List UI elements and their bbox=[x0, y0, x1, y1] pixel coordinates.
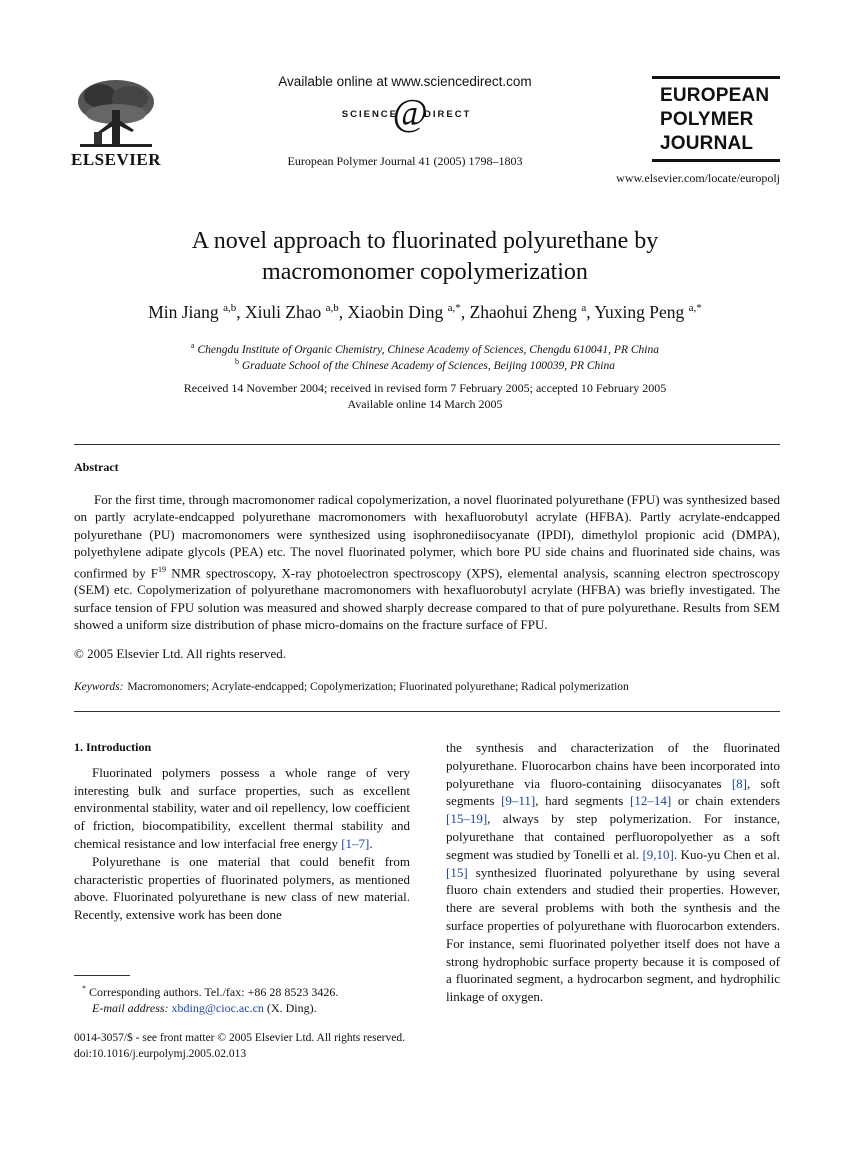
author-name: Min Jiang bbox=[148, 302, 219, 322]
paragraph-text: , always by step polymerization. For instance, polyurethane that contained perfluoropolyether as a soft segment was studied by Tonelli et al. bbox=[446, 811, 780, 862]
sciencedirect-logo bbox=[290, 93, 530, 133]
abstract-copyright: © 2005 Elsevier Ltd. All rights reserved. bbox=[74, 646, 287, 661]
journal-name-logo bbox=[660, 84, 780, 156]
author-affiliation-mark[interactable]: a,b bbox=[223, 302, 237, 315]
available-online-date: Available online 14 March 2005 bbox=[347, 397, 503, 411]
abstract-text: For the first time, through macromonomer radical copolymerization, a novel fluorinated polyurethane (FPU) was synthesized based on partly acrylate-endcapped polyurethane macromonomers with hexafluorobutyl acrylate (HFBA). Partly acrylate-endcapped polyurethane (PU) macromonomers were synthesized using isophronediisocyanate (IPDI), dimethylol propionic acid (DMPA), polyethylene adipate glycols (PEA) etc. The novel fluorinated polymer, which bore PU side chains and fluorinated side chains, was confirmed by F bbox=[74, 492, 780, 580]
body-column-right bbox=[446, 739, 780, 1006]
publisher-name: ELSEVIER bbox=[71, 150, 161, 169]
author-name: Xiuli Zhao bbox=[244, 302, 322, 322]
body-column-left bbox=[74, 739, 410, 924]
section-divider bbox=[74, 711, 780, 712]
author-affiliation-mark[interactable]: a,* bbox=[447, 302, 461, 315]
citation-link[interactable]: [8] bbox=[731, 775, 747, 791]
author-separator: , bbox=[586, 302, 595, 322]
paragraph bbox=[446, 739, 780, 1006]
journal-logo-rule-top bbox=[652, 76, 780, 79]
keywords bbox=[74, 681, 780, 693]
abstract-text-cont: NMR spectroscopy, X-ray photoelectron spectroscopy (XPS), elemental analysis, scanning electron spectroscopy (SEM) etc. Copolymerization of polyurethane macromonomers with hexafluorobutyl acrylate (HFBA) was briefly investigated. The surface tension of FPU solution was measured and showed sharply decrease compared to that of pure polyurethane. Results from SEM showed a uniform size distribution of phase micro-domains on the fracture surface of FPU. bbox=[74, 564, 780, 633]
email-label: E-mail address: bbox=[92, 1001, 169, 1015]
paragraph-text: synthesized fluorinated polyurethane by using several fluoro chain extenders and studied their properties. However, there are several problems with both the synthesis and the surface properties of polyurethane with fluorocarbon extenders. For instance, semi fluorinated polyether itself does not have a strong hydrophobic surface property because it is composed of a fluorinated segment, a hydrocarbon segment, and hydrophilic linkage of oxygen. bbox=[446, 864, 780, 1005]
paragraph-text: the synthesis and characterization of the fluorinated polyurethane. Fluorocarbon chains have been incorporated into polyurethane via fluoro-containing diisocyanates bbox=[446, 740, 780, 791]
email-suffix: (X. Ding). bbox=[266, 1001, 317, 1015]
journal-name-line-3: JOURNAL bbox=[660, 133, 754, 154]
paragraph bbox=[74, 764, 410, 853]
citation-link[interactable]: [9–11] bbox=[501, 793, 536, 809]
section-heading-introduction: 1. Introduction bbox=[74, 740, 152, 754]
paragraph-text: , hard segments bbox=[535, 793, 631, 809]
journal-logo-rule-bottom bbox=[652, 159, 780, 162]
author-separator: , bbox=[236, 302, 245, 322]
doi-line[interactable]: doi:10.1016/j.eurpolymj.2005.02.013 bbox=[74, 1048, 247, 1060]
issn-copyright-line: 0014-3057/$ - see front matter © 2005 Elsevier Ltd. All rights reserved. bbox=[74, 1032, 405, 1044]
author-separator: , bbox=[460, 302, 470, 322]
svg-text:@: @ bbox=[392, 93, 428, 133]
sd-logo-left-text: SCIENCE bbox=[341, 109, 398, 120]
affiliation-a bbox=[70, 341, 780, 356]
author-affiliation-mark[interactable]: a,b bbox=[325, 302, 339, 315]
sd-logo-right-text: DIRECT bbox=[424, 109, 472, 120]
abstract-heading: Abstract bbox=[74, 460, 119, 474]
journal-url[interactable]: www.elsevier.com/locate/europolj bbox=[616, 171, 780, 185]
citation-link[interactable]: [12–14] bbox=[630, 793, 672, 809]
paragraph-text: . bbox=[369, 835, 373, 851]
email-link[interactable]: xbding@cioc.ac.cn bbox=[171, 1001, 264, 1015]
author-name: Yuxing Peng bbox=[594, 302, 685, 322]
article-title bbox=[70, 226, 780, 288]
received-dates: Received 14 November 2004; received in revised form 7 February 2005; accepted 10 February 2005 bbox=[183, 381, 667, 395]
author-list bbox=[70, 302, 780, 323]
footnote-mark: * bbox=[82, 984, 86, 993]
paragraph-text: or chain extenders bbox=[671, 793, 781, 809]
paragraph-text: Fluorinated polymers possess a whole range of very interesting bulk and surface properties, such as excellent environmental stability, water and oil repellency, low coefficient of friction, biocompatibility, excellent thermal stability and chemical resistance and low interfacial free energy bbox=[74, 764, 410, 851]
footnote-text: Corresponding authors. Tel./fax: +86 28 8523 3426. bbox=[89, 985, 339, 999]
affiliation-text: Graduate School of the Chinese Academy of Sciences, Beijing 100039, PR China bbox=[241, 359, 616, 372]
author-affiliation-mark[interactable]: a bbox=[581, 302, 587, 315]
citation-link[interactable]: [15] bbox=[446, 864, 468, 880]
corresponding-author-footnote bbox=[74, 981, 410, 1016]
affiliation-mark: a bbox=[191, 341, 195, 350]
journal-name-line-2: POLYMER bbox=[660, 109, 754, 130]
journal-citation: European Polymer Journal 41 (2005) 1798–1803 bbox=[287, 154, 523, 168]
abstract-superscript: 19 bbox=[158, 564, 167, 574]
keywords-label: Keywords: bbox=[74, 681, 124, 693]
citation-link[interactable]: [1–7] bbox=[341, 835, 370, 851]
available-online-banner[interactable]: Available online at www.sciencedirect.com bbox=[278, 74, 532, 89]
author-separator: , bbox=[338, 302, 348, 322]
citation-link[interactable]: [15–19] bbox=[446, 811, 488, 827]
author-affiliation-mark[interactable]: a,* bbox=[688, 302, 702, 315]
article-title-line-1: A novel approach to fluorinated polyurethane by bbox=[191, 228, 659, 254]
author-name: Xiaobin Ding bbox=[347, 302, 444, 322]
paragraph-text: , soft segments bbox=[446, 775, 780, 809]
author-name: Zhaohui Zheng bbox=[469, 302, 577, 322]
footnote-divider bbox=[74, 975, 130, 976]
section-divider bbox=[74, 444, 780, 445]
journal-name-line-1: EUROPEAN bbox=[660, 85, 770, 106]
affiliation-text: Chengdu Institute of Organic Chemistry, Chinese Academy of Sciences, Chengdu 610041, PR China bbox=[197, 343, 659, 356]
affiliation-b bbox=[70, 357, 780, 372]
front-matter bbox=[74, 1030, 405, 1062]
article-title-line-2: macromonomer copolymerization bbox=[262, 259, 588, 285]
keywords-text: Macromonomers; Acrylate-endcapped; Copolymerization; Fluorinated polyurethane; Radical polymerization bbox=[127, 681, 629, 693]
affiliation-mark: b bbox=[234, 357, 239, 366]
citation-link[interactable]: [9,10] bbox=[642, 846, 674, 862]
paragraph: Polyurethane is one material that could benefit from characteristic properties of fluorinated polymers, as mentioned above. Fluorinated polyurethane is new class of new material. Recently, extensive work has been done bbox=[74, 853, 410, 923]
abstract-body bbox=[74, 491, 780, 634]
paragraph-text: . Kuo-yu Chen et al. bbox=[673, 846, 780, 862]
